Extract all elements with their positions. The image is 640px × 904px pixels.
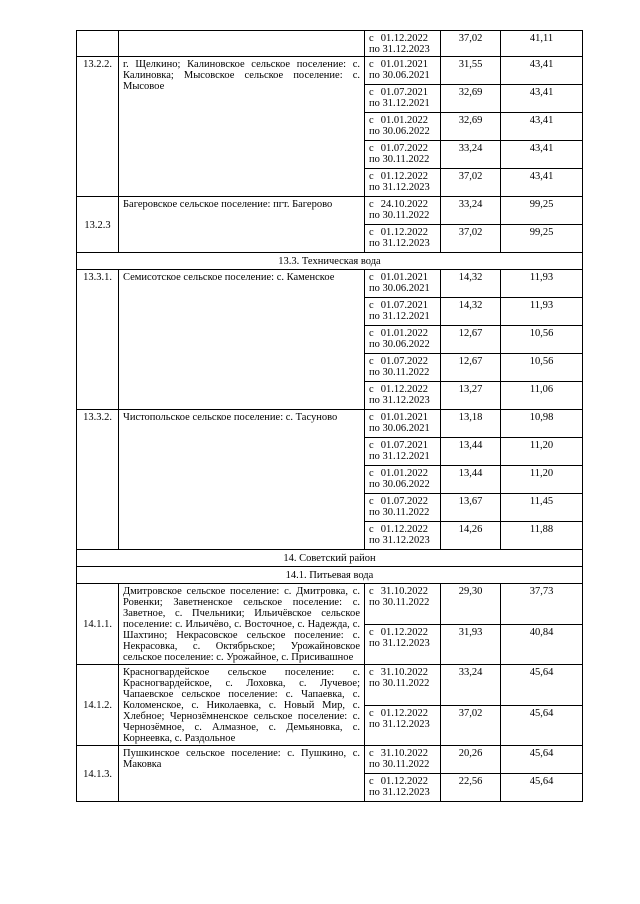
period-from: 01.12.2022 [380, 384, 428, 395]
tariff-value-2: 11,93 [501, 298, 583, 326]
tariff-value-1: 13,67 [441, 494, 501, 522]
tariff-table-body [77, 31, 583, 802]
period-prefix: с [369, 115, 374, 126]
settlement-name [119, 31, 365, 57]
period-cell [365, 169, 441, 197]
tariff-value-2: 45,64 [501, 774, 583, 802]
period-to: по 31.12.2023 [369, 535, 430, 546]
period-prefix: с [369, 227, 374, 238]
tariff-value-2: 40,84 [501, 624, 583, 665]
period-cell [365, 494, 441, 522]
tariff-value-2: 11,93 [501, 270, 583, 298]
period-from: 31.10.2022 [380, 667, 428, 678]
tariff-value-1: 31,55 [441, 57, 501, 85]
section-title: 13.3. Техническая вода [77, 253, 583, 270]
period-from: 01.01.2022 [380, 468, 428, 479]
item-number: 13.3.1. [77, 270, 119, 410]
tariff-value-2: 10,98 [501, 410, 583, 438]
period-to: по 30.11.2022 [369, 597, 430, 608]
settlement-name: Дмитровское сельское поселение: с. Дмитровка, с. Ровенки; Заветненское сельское поселение: с. Заветное, с. Пчельники; Ильичёвское сельское поселение: с. Ильичёво, с. Восточное, с. Надежда, с. Шахтино; Некрасовское сельское поселение: с. Некрасовка, с. Октябрьское; Урожайновское сельское поселение: с. Урожайное, с. Присивашное [119, 584, 365, 665]
tariff-value-1: 13,18 [441, 410, 501, 438]
period-from: 01.07.2022 [380, 356, 428, 367]
period-prefix: с [369, 707, 374, 719]
tariff-value-2: 11,20 [501, 438, 583, 466]
tariff-value-2: 99,25 [501, 197, 583, 225]
table-row [77, 197, 583, 225]
period-to: по 31.12.2023 [369, 395, 430, 406]
tariff-value-1: 14,32 [441, 298, 501, 326]
period-cell [365, 746, 441, 774]
tariff-value-2: 11,20 [501, 466, 583, 494]
period-prefix: с [369, 300, 374, 311]
period-to: по 30.06.2022 [369, 339, 430, 350]
tariff-value-1: 12,67 [441, 354, 501, 382]
section-row [77, 253, 583, 270]
period-cell [365, 522, 441, 550]
settlement-name: Багеровское сельское поселение: пгт. Багерово [119, 197, 365, 253]
period-prefix: с [369, 87, 374, 98]
item-number: 14.1.3. [77, 746, 119, 802]
period-to: по 31.12.2023 [369, 238, 430, 249]
period-from: 01.12.2022 [380, 227, 428, 238]
period-from: 01.01.2021 [380, 59, 428, 70]
item-number: 13.2.3 [77, 197, 119, 253]
tariff-value-1: 37,02 [441, 225, 501, 253]
period-cell [365, 225, 441, 253]
period-from: 01.12.2022 [380, 171, 428, 182]
period-to: по 31.12.2023 [369, 182, 430, 193]
period-from: 01.12.2022 [380, 524, 428, 535]
settlement-name: г. Щелкино; Калиновское сельское поселение: с. Калиновка; Мысовское сельское поселение: с. Мысовое [119, 57, 365, 197]
period-cell [365, 705, 441, 746]
period-cell [365, 584, 441, 625]
period-to: по 30.11.2022 [369, 367, 430, 378]
period-to: по 31.12.2021 [369, 311, 430, 322]
period-from: 01.01.2021 [380, 412, 428, 423]
item-number: 13.3.2. [77, 410, 119, 550]
tariff-value-1: 13,27 [441, 382, 501, 410]
period-prefix: с [369, 412, 374, 423]
period-prefix: с [369, 199, 374, 210]
settlement-name: Красногвардейское сельское поселение: с. Красногвардейское, с. Лоховка, с. Лучевое; Чапаевское сельское поселение: с. Чапаевка, с. Коломенское, с. Николаевка, с. Новый Мир, с. Хлебное; Чернозёмненское сельское поселение: с. Чернозёмное, с. Алмазное, с. Демьяновка, с. Корнеевка, с. Раздольное [119, 665, 365, 746]
period-prefix: с [369, 586, 374, 597]
section-row [77, 567, 583, 584]
period-from: 01.07.2021 [380, 440, 428, 451]
period-prefix: с [369, 440, 374, 451]
tariff-value-2: 99,25 [501, 225, 583, 253]
period-to: по 30.06.2021 [369, 70, 430, 81]
period-prefix: с [369, 667, 374, 678]
table-row [77, 270, 583, 298]
period-from: 31.10.2022 [380, 748, 428, 759]
tariff-value-2: 43,41 [501, 141, 583, 169]
period-prefix: с [369, 328, 374, 339]
section-title: 14.1. Питьевая вода [77, 567, 583, 584]
period-cell [365, 624, 441, 665]
period-to: по 30.06.2022 [369, 126, 430, 137]
period-cell [365, 298, 441, 326]
table-row [77, 746, 583, 774]
period-prefix: с [369, 59, 374, 70]
tariff-value-1: 29,30 [441, 584, 501, 625]
period-prefix: с [369, 468, 374, 479]
period-from: 01.01.2022 [380, 115, 428, 126]
period-from: 01.07.2021 [380, 300, 428, 311]
section-title: 14. Советский район [77, 550, 583, 567]
tariff-value-2: 45,64 [501, 705, 583, 746]
period-to: по 30.11.2022 [369, 759, 430, 770]
period-cell [365, 326, 441, 354]
item-number [77, 31, 119, 57]
period-to: по 31.12.2021 [369, 98, 430, 109]
period-from: 01.12.2022 [380, 33, 428, 44]
tariff-value-1: 33,24 [441, 141, 501, 169]
tariff-value-2: 37,73 [501, 584, 583, 625]
period-cell [365, 665, 441, 706]
period-to: по 31.12.2023 [369, 718, 430, 730]
tariff-value-2: 45,64 [501, 665, 583, 706]
tariff-value-2: 45,64 [501, 746, 583, 774]
tariff-value-1: 22,56 [441, 774, 501, 802]
settlement-name: Семисотское сельское поселение: с. Каменское [119, 270, 365, 410]
tariff-value-1: 37,02 [441, 31, 501, 57]
period-to: по 30.06.2022 [369, 479, 430, 490]
period-from: 01.12.2022 [380, 776, 428, 787]
tariff-value-2: 43,41 [501, 85, 583, 113]
period-from: 24.10.2022 [380, 199, 428, 210]
period-to: по 30.06.2021 [369, 283, 430, 294]
tariff-value-1: 20,26 [441, 746, 501, 774]
period-to: по 31.12.2023 [369, 637, 430, 649]
period-cell [365, 354, 441, 382]
period-cell [365, 438, 441, 466]
period-to: по 30.11.2022 [369, 210, 430, 221]
period-cell [365, 774, 441, 802]
period-prefix: с [369, 171, 374, 182]
period-to: по 30.06.2021 [369, 423, 430, 434]
table-row [77, 57, 583, 85]
period-prefix: с [369, 356, 374, 367]
tariff-value-2: 43,41 [501, 113, 583, 141]
tariff-value-2: 11,06 [501, 382, 583, 410]
settlement-name: Пушкинское сельское поселение: с. Пушкино, с. Маковка [119, 746, 365, 802]
item-number: 14.1.1. [77, 584, 119, 665]
table-row [77, 665, 583, 706]
tariff-value-2: 10,56 [501, 354, 583, 382]
tariff-value-1: 32,69 [441, 85, 501, 113]
tariff-value-2: 10,56 [501, 326, 583, 354]
period-prefix: с [369, 143, 374, 154]
period-from: 01.12.2022 [380, 707, 428, 719]
tariff-value-1: 37,02 [441, 705, 501, 746]
tariff-value-1: 13,44 [441, 466, 501, 494]
period-from: 01.07.2022 [380, 496, 428, 507]
period-from: 01.12.2022 [380, 626, 428, 638]
table-row [77, 410, 583, 438]
period-prefix: с [369, 33, 374, 44]
period-from: 01.07.2021 [380, 87, 428, 98]
period-to: по 31.12.2023 [369, 44, 430, 55]
tariff-value-2: 43,41 [501, 57, 583, 85]
period-prefix: с [369, 496, 374, 507]
tariff-value-1: 37,02 [441, 169, 501, 197]
period-cell [365, 31, 441, 57]
period-cell [365, 410, 441, 438]
period-to: по 30.11.2022 [369, 678, 430, 689]
period-prefix: с [369, 524, 374, 535]
period-cell [365, 270, 441, 298]
period-to: по 30.11.2022 [369, 154, 430, 165]
period-prefix: с [369, 626, 374, 638]
period-cell [365, 85, 441, 113]
tariff-value-1: 31,93 [441, 624, 501, 665]
table-row [77, 584, 583, 625]
period-from: 01.01.2022 [380, 328, 428, 339]
period-to: по 31.12.2023 [369, 787, 430, 798]
tariff-value-1: 14,26 [441, 522, 501, 550]
item-number: 14.1.2. [77, 665, 119, 746]
tariff-value-2: 41,11 [501, 31, 583, 57]
tariff-value-1: 13,44 [441, 438, 501, 466]
period-from: 31.10.2022 [380, 586, 428, 597]
period-prefix: с [369, 748, 374, 759]
item-number: 13.2.2. [77, 57, 119, 197]
tariff-table [76, 30, 583, 802]
tariff-value-1: 14,32 [441, 270, 501, 298]
settlement-name: Чистопольское сельское поселение: с. Тасуново [119, 410, 365, 550]
period-cell [365, 113, 441, 141]
tariff-value-1: 12,67 [441, 326, 501, 354]
tariff-value-1: 33,24 [441, 197, 501, 225]
period-to: по 31.12.2021 [369, 451, 430, 462]
tariff-value-1: 33,24 [441, 665, 501, 706]
table-row [77, 31, 583, 57]
period-prefix: с [369, 272, 374, 283]
section-row [77, 550, 583, 567]
period-cell [365, 466, 441, 494]
period-cell [365, 141, 441, 169]
period-cell [365, 197, 441, 225]
period-from: 01.07.2022 [380, 143, 428, 154]
tariff-value-2: 11,88 [501, 522, 583, 550]
period-prefix: с [369, 384, 374, 395]
period-to: по 30.11.2022 [369, 507, 430, 518]
tariff-value-1: 32,69 [441, 113, 501, 141]
period-prefix: с [369, 776, 374, 787]
tariff-value-2: 11,45 [501, 494, 583, 522]
period-from: 01.01.2021 [380, 272, 428, 283]
period-cell [365, 57, 441, 85]
tariff-value-2: 43,41 [501, 169, 583, 197]
period-cell [365, 382, 441, 410]
